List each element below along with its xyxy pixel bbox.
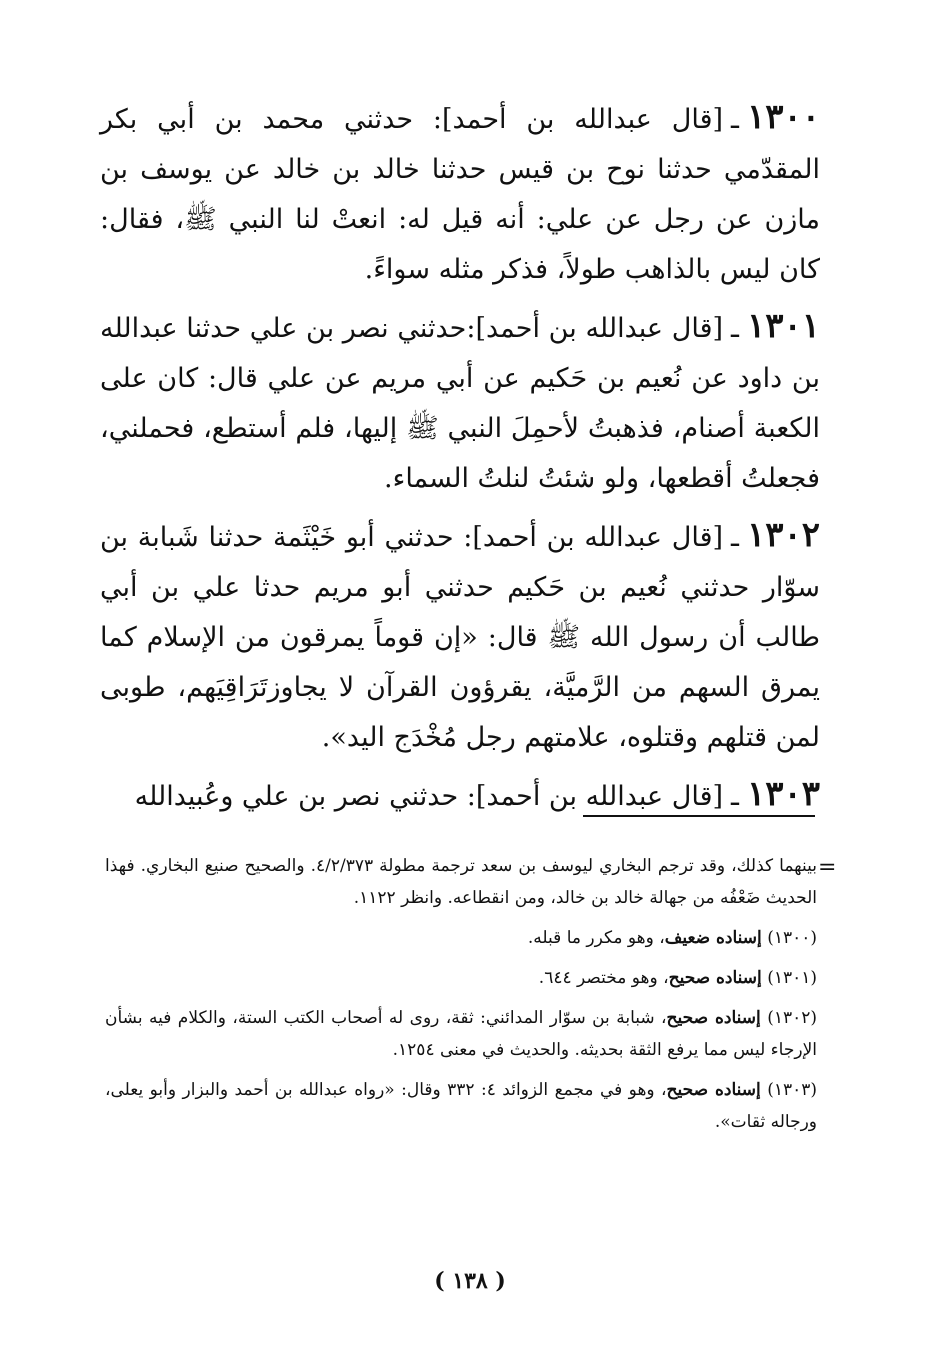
entry-number: ١٣٠١ — [746, 306, 820, 346]
footnote-grade: إسناده ضعيف — [664, 928, 762, 948]
footnote-text: ، شبابة بن سوّار المدائني: ثقة، روى له أصحاب الكتب الستة، والكلام فيه بشأن الإرجاء ليس مما يرفع الثقة بحديثه. والحديث في معنى ١٢٥٤. — [105, 1008, 817, 1060]
entry-text: [قال عبدالله بن أحمد]:حدثني نصر بن علي حدثنا عبدالله بن داود عن نُعيم بن حَكيم عن أبي مريم عن علي قال: كان على الكعبة أصنام، فذهبتُ لأحمِلَ النبي ﷺ إليها، فلم أستطع، فحملني، فجعلتُ أقطعها، ولو شئتُ لنلتُ السماء. — [100, 313, 820, 494]
footnote-1303 — [105, 1074, 817, 1138]
hadith-entry-1301 — [100, 301, 820, 504]
footnote-grade: إسناده صحيح — [668, 968, 762, 988]
entry-number: ١٣٠٠ — [746, 97, 820, 137]
footnote-grade: إسناده صحيح — [666, 1008, 761, 1028]
footnote-ref: (١٣٠١) — [767, 968, 817, 988]
footnote-ref: (١٣٠٢) — [767, 1008, 818, 1028]
footnote-grade: إسناده صحيح — [666, 1080, 761, 1100]
entry-number: ١٣٠٣ — [746, 774, 820, 814]
footnotes — [105, 850, 817, 1146]
entry-dash: ـ — [731, 522, 739, 553]
footnote-1302 — [105, 1002, 817, 1066]
entry-text: [قال عبدالله بن أحمد]: حدثني محمد بن أبي بكر المقدّمي حدثنا نوح بن قيس حدثنا خالد بن خالد عن يوسف بن مازن عن رجل عن علي: أنه قيل له: انعتْ لنا النبي ﷺ، فقال: كان ليس بالذاهب طولاً، فذكر مثله سواءً. — [100, 104, 820, 285]
footnote-1300 — [105, 922, 817, 954]
main-text — [100, 92, 820, 828]
entry-text: [قال عبدالله بن أحمد]: حدثني نصر بن علي وعُبيدالله — [134, 781, 724, 812]
page-number: ( ١٣٨ ) — [434, 1268, 506, 1294]
footnote-1301 — [105, 962, 817, 994]
hadith-entry-1300 — [100, 92, 820, 295]
entry-number: ١٣٠٢ — [746, 515, 820, 555]
entry-text: [قال عبدالله بن أحمد]: حدثني أبو خَيْثَمة حدثنا شَبابة بن سوّار حدثني نُعيم بن حَكيم حدثني أبو مريم حدثا علي بن أبي طالب أن رسول الله ﷺ قال: «إن قوماً يمرقون من الإسلام كما يمرق السهم من الرَّميَّة، يقرؤون القرآن لا يجاوزتَرَاقِيَهم، طوبى لمن قتلهم وقتلوه، علامتهم رجل مُخْدَج اليد». — [100, 522, 820, 753]
footnote-carryover-line: والصحيح صنيع البخاري. فهذا الحديث ضَعْفُه من جهالة خالد بن خالد، ومن انقطاعه. — [105, 856, 817, 908]
footnote-text: ، وهو في مجمع الزوائد ٤: ٣٣٢ وقال: «رواه عبدالله بن أحمد والبزار وأبو يعلى، ورجاله ثقات». — [105, 1080, 817, 1132]
entry-dash: ـ — [731, 313, 739, 344]
footnote-ref: (١٣٠٣) — [767, 1080, 818, 1100]
footnote-carryover-line: بينهما كذلك، وقد ترجم البخاري ليوسف بن سعد ترجمة مطولة ٤/٢/٣٧٣. — [310, 856, 818, 876]
footnote-ref: (١٣٠٠) — [767, 928, 817, 948]
continuation-mark: = — [818, 855, 837, 880]
hadith-entry-1302 — [100, 510, 820, 763]
entry-dash: ـ — [731, 781, 739, 812]
footnote-text: ، وهو مختصر ٦٤٤. — [538, 968, 669, 988]
footnote-carryover — [105, 850, 817, 914]
footnote-divider — [583, 815, 815, 817]
entry-dash: ـ — [731, 104, 739, 135]
footnote-text: ، وهو مكرر ما قبله. — [527, 928, 665, 948]
footnote-carryover-line: وانظر ١١٢٢. — [353, 888, 443, 908]
